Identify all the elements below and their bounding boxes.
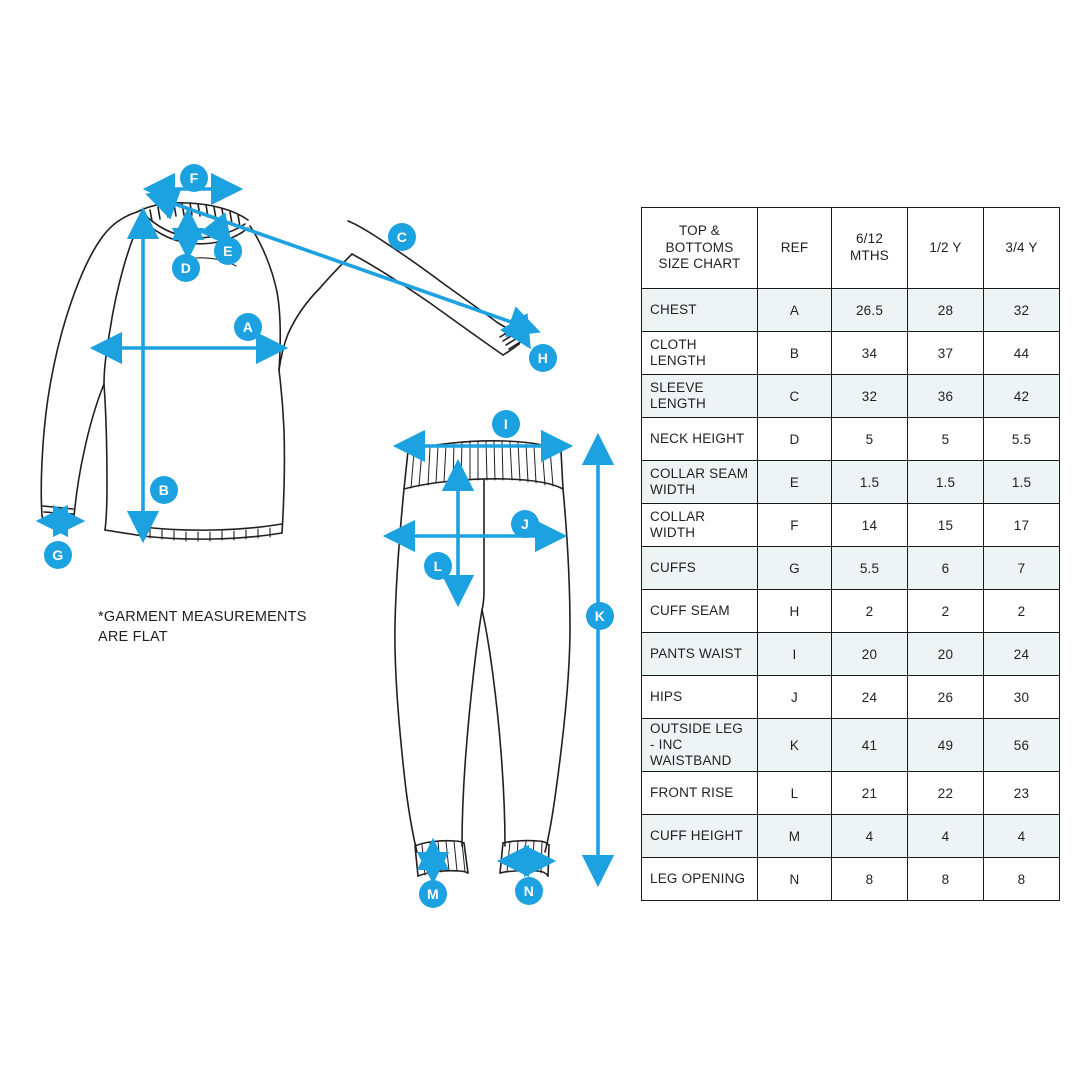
row-label: HIPS: [642, 676, 758, 719]
row-value-3-4-y: 1.5: [984, 461, 1060, 504]
row-ref: D: [758, 418, 832, 461]
row-value-3-4-y: 56: [984, 719, 1060, 772]
table-row: [642, 504, 1060, 547]
row-ref: B: [758, 332, 832, 375]
row-value-3-4-y: 8: [984, 858, 1060, 901]
marker-j: J: [511, 510, 539, 538]
row-ref: N: [758, 858, 832, 901]
row-value-6-12-mths: 20: [832, 633, 908, 676]
table-row: [642, 676, 1060, 719]
table-row: [642, 633, 1060, 676]
table-row: [642, 289, 1060, 332]
marker-k: K: [586, 602, 614, 630]
row-value-1-2-y: 28: [908, 289, 984, 332]
table-row: [642, 858, 1060, 901]
marker-f: F: [180, 164, 208, 192]
row-value-6-12-mths: 5: [832, 418, 908, 461]
table-row: [642, 418, 1060, 461]
row-label: OUTSIDE LEG - INC WAISTBAND: [642, 719, 758, 772]
row-label: NECK HEIGHT: [642, 418, 758, 461]
row-value-1-2-y: 36: [908, 375, 984, 418]
row-value-6-12-mths: 4: [832, 815, 908, 858]
marker-b: B: [150, 476, 178, 504]
row-ref: M: [758, 815, 832, 858]
flat-measurement-note: [98, 608, 328, 647]
row-value-3-4-y: 4: [984, 815, 1060, 858]
table-row: [642, 461, 1060, 504]
row-label: CHEST: [642, 289, 758, 332]
header-ref: REF: [758, 208, 832, 289]
row-value-3-4-y: 24: [984, 633, 1060, 676]
row-value-3-4-y: 32: [984, 289, 1060, 332]
table-row: [642, 719, 1060, 772]
row-ref: F: [758, 504, 832, 547]
row-label: CUFFS: [642, 547, 758, 590]
row-label: LEG OPENING: [642, 858, 758, 901]
row-value-1-2-y: 22: [908, 772, 984, 815]
row-label: SLEEVE LENGTH: [642, 375, 758, 418]
table-row: [642, 815, 1060, 858]
row-value-6-12-mths: 34: [832, 332, 908, 375]
row-value-1-2-y: 2: [908, 590, 984, 633]
marker-h: H: [529, 344, 557, 372]
row-ref: C: [758, 375, 832, 418]
row-value-6-12-mths: 5.5: [832, 547, 908, 590]
row-ref: E: [758, 461, 832, 504]
marker-e: E: [214, 237, 242, 265]
table-row: [642, 375, 1060, 418]
row-value-1-2-y: 26: [908, 676, 984, 719]
row-value-1-2-y: 49: [908, 719, 984, 772]
row-value-3-4-y: 44: [984, 332, 1060, 375]
row-label: COLLAR SEAM WIDTH: [642, 461, 758, 504]
marker-a: A: [234, 313, 262, 341]
marker-c: C: [388, 223, 416, 251]
marker-l: L: [424, 552, 452, 580]
marker-g: G: [44, 541, 72, 569]
row-value-6-12-mths: 26.5: [832, 289, 908, 332]
row-value-6-12-mths: 41: [832, 719, 908, 772]
row-value-6-12-mths: 24: [832, 676, 908, 719]
row-ref: J: [758, 676, 832, 719]
header-chart-title: TOP & BOTTOMS SIZE CHART: [642, 208, 758, 289]
row-value-3-4-y: 5.5: [984, 418, 1060, 461]
row-ref: I: [758, 633, 832, 676]
row-ref: L: [758, 772, 832, 815]
row-value-1-2-y: 5: [908, 418, 984, 461]
row-value-1-2-y: 8: [908, 858, 984, 901]
row-label: CUFF HEIGHT: [642, 815, 758, 858]
row-label: PANTS WAIST: [642, 633, 758, 676]
flat-measurement-note-line1: *GARMENT MEASUREMENTS: [98, 609, 307, 625]
row-value-1-2-y: 37: [908, 332, 984, 375]
row-value-3-4-y: 42: [984, 375, 1060, 418]
row-value-1-2-y: 1.5: [908, 461, 984, 504]
marker-m: M: [419, 880, 447, 908]
header-size-1-2-y: 1/2 Y: [908, 208, 984, 289]
marker-n: N: [515, 877, 543, 905]
table-row: [642, 547, 1060, 590]
header-size-6-12-mths: 6/12 MTHS: [832, 208, 908, 289]
marker-i: I: [492, 410, 520, 438]
row-value-6-12-mths: 32: [832, 375, 908, 418]
row-ref: H: [758, 590, 832, 633]
row-label: COLLAR WIDTH: [642, 504, 758, 547]
row-value-1-2-y: 15: [908, 504, 984, 547]
table-row: [642, 590, 1060, 633]
row-value-1-2-y: 20: [908, 633, 984, 676]
header-size-3-4-y: 3/4 Y: [984, 208, 1060, 289]
row-label: CUFF SEAM: [642, 590, 758, 633]
row-label: CLOTH LENGTH: [642, 332, 758, 375]
row-label: FRONT RISE: [642, 772, 758, 815]
row-ref: G: [758, 547, 832, 590]
row-value-3-4-y: 23: [984, 772, 1060, 815]
row-value-6-12-mths: 8: [832, 858, 908, 901]
row-value-3-4-y: 30: [984, 676, 1060, 719]
size-chart-table: [641, 207, 1060, 901]
row-value-3-4-y: 2: [984, 590, 1060, 633]
marker-d: D: [172, 254, 200, 282]
row-ref: K: [758, 719, 832, 772]
table-row: [642, 772, 1060, 815]
row-value-6-12-mths: 2: [832, 590, 908, 633]
flat-measurement-note-line2: ARE FLAT: [98, 628, 168, 645]
row-value-6-12-mths: 14: [832, 504, 908, 547]
row-value-3-4-y: 7: [984, 547, 1060, 590]
row-value-3-4-y: 17: [984, 504, 1060, 547]
row-value-1-2-y: 4: [908, 815, 984, 858]
row-value-6-12-mths: 21: [832, 772, 908, 815]
row-ref: A: [758, 289, 832, 332]
row-value-1-2-y: 6: [908, 547, 984, 590]
table-header-row: [642, 208, 1060, 289]
table-row: [642, 332, 1060, 375]
row-value-6-12-mths: 1.5: [832, 461, 908, 504]
